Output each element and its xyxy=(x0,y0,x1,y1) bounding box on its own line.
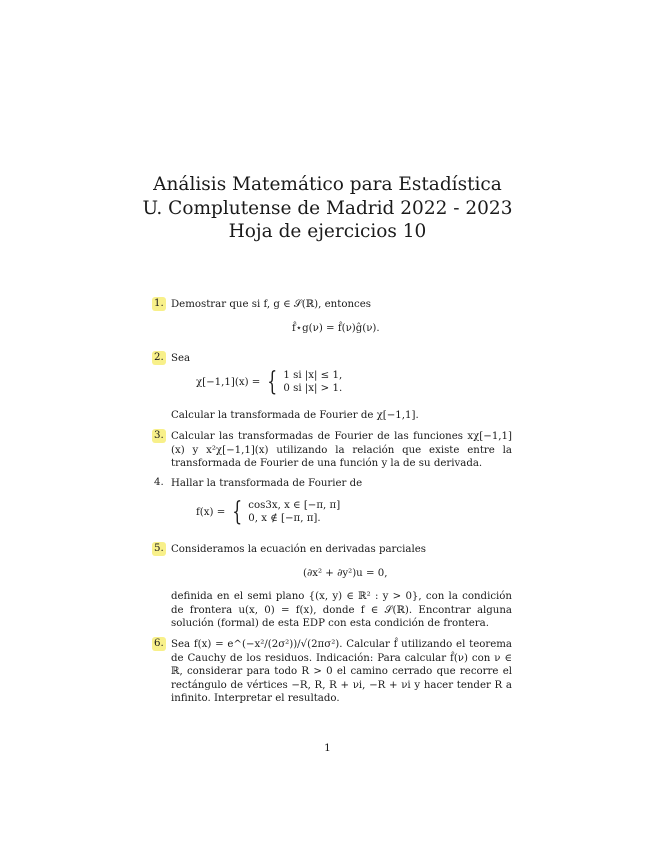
exercise-text: Sea f(x) = e^(−x²/(2σ²))/√(2πσ²). Calcular f̂ utilizando el teorema de Cauchy de los residuos. Indicación: Para calcular f̂(ν) con ν ∈ ℝ, considerar para todo R > 0 el camino cerrado que recorre el rectángulo de vértices −R, R, R + νi, −R + νi y hacer tender R a infinito. Interpretar el resultado. xyxy=(171,639,512,705)
piecewise-lhs: χ[−1,1](x) = xyxy=(196,377,261,388)
exercise-number: 5. xyxy=(154,543,164,554)
exercise-number: 1. xyxy=(154,298,164,309)
document-title: Análisis Matemático para Estadística xyxy=(153,174,502,195)
exercise-number: 4. xyxy=(154,477,164,488)
piecewise-cases xyxy=(248,499,340,525)
piecewise-cases xyxy=(283,369,342,395)
document-subtitle: U. Complutense de Madrid 2022 - 2023 xyxy=(142,198,513,219)
exercise-number: 6. xyxy=(154,638,164,649)
exercise-text: Calcular la transformada de Fourier de χ[−1,1]. xyxy=(171,410,419,421)
exercise-number: 2. xyxy=(154,352,164,363)
left-brace: { xyxy=(231,497,242,527)
exercise-text: Sea xyxy=(171,353,191,364)
exercise-text: Calcular las transformadas de Fourier de las funciones xχ[−1,1](x) y x²χ[−1,1](x) utilizando la relación que existe entre la transformada de Fourier de una función y la de su derivada. xyxy=(171,431,512,470)
sheet-title: Hoja de ejercicios 10 xyxy=(228,221,427,242)
piecewise-lhs: f(x) = xyxy=(196,507,226,518)
case-2: 0 si |x| > 1. xyxy=(283,383,343,394)
exercise-text: Consideramos la ecuación en derivadas parciales xyxy=(171,544,426,555)
page-number: 1 xyxy=(324,742,331,754)
case-2: 0, x ∉ [−π, π]. xyxy=(248,513,321,524)
exercise-number: 3. xyxy=(154,430,164,441)
exercise-2-piecewise xyxy=(196,369,342,395)
exercise-5-formula: (∂x² + ∂y²)u = 0, xyxy=(303,568,388,579)
left-brace: { xyxy=(266,367,277,397)
exercise-1-formula: f̂⋆g(ν) = f̂(ν)ĝ(ν). xyxy=(292,323,380,334)
exercise-text: definida en el semi plano {(x, y) ∈ ℝ² : y > 0}, con la condición de frontera u(x, 0) = f(x), donde f ∈ 𝒮(ℝ). Encontrar alguna solución (formal) de esta EDP con esta condición de frontera. xyxy=(171,591,512,630)
exercise-text: Demostrar que si f, g ∈ 𝒮(ℝ), entonces xyxy=(171,299,371,310)
case-1: cos3x, x ∈ [−π, π] xyxy=(248,500,341,511)
case-1: 1 si |x| ≤ 1, xyxy=(283,370,343,381)
exercise-text: Hallar la transformada de Fourier de xyxy=(171,478,363,489)
exercise-4-piecewise xyxy=(196,499,340,525)
